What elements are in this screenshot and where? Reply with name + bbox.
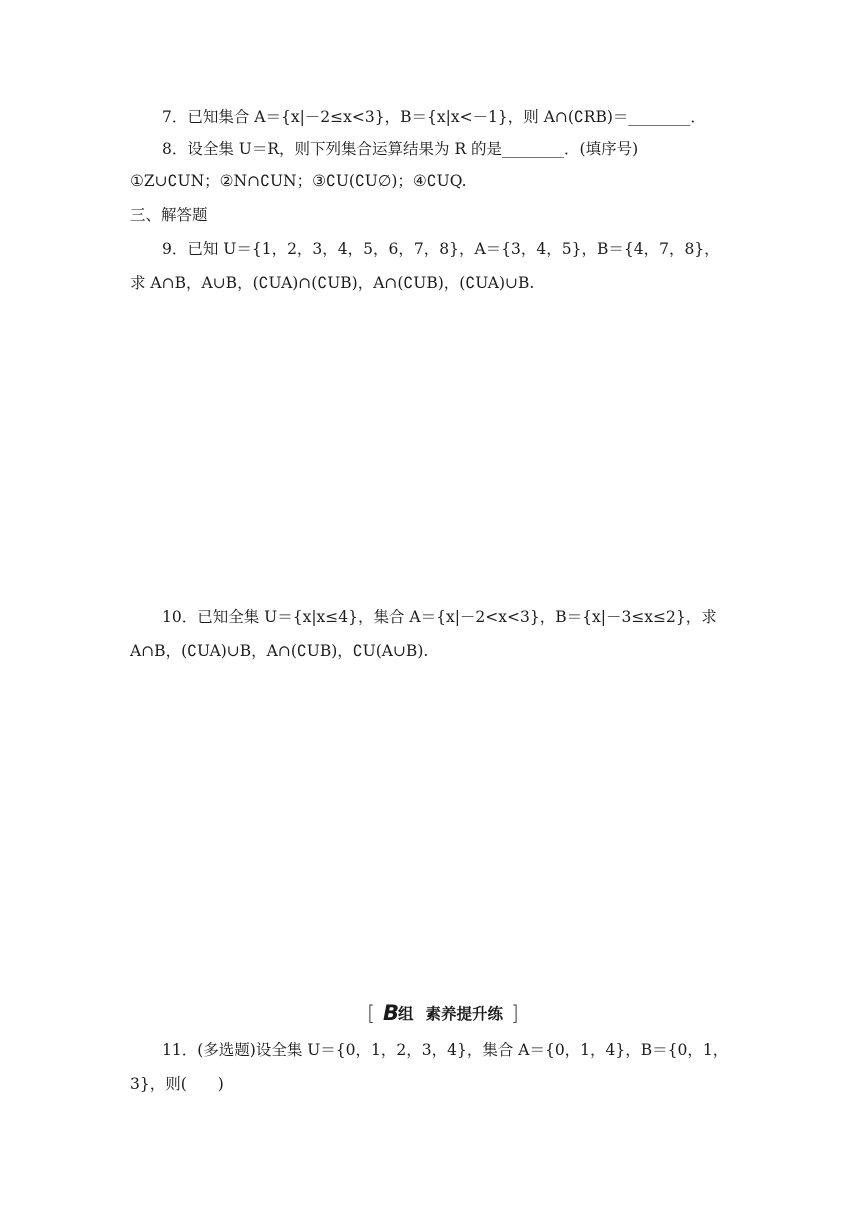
question-11-line1: 11．(多选题)设全集 U＝{0，1，2，3，4}，集合 A＝{0，1，4}，B＝{0，1，: [162, 1041, 729, 1059]
banner-text: [398, 1002, 503, 1024]
banner-close-bracket: ]: [511, 1001, 519, 1025]
banner-group: 组: [397, 1005, 414, 1023]
question-8: 8．设全集 U＝R，则下列集合运算结果为 R 的是________．(填序号): [162, 140, 639, 158]
question-11-line2: 3}，则( ): [130, 1075, 224, 1093]
question-7: 7．已知集合 A＝{x|－2≤x<3}，B＝{x|x<－1}，则 A∩(∁RB)＝________．: [162, 108, 706, 126]
banner-open-bracket: [: [367, 1001, 375, 1025]
question-10-line2: A∩B，(∁UA)∪B，A∩(∁UB)，∁U(A∪B).: [130, 642, 429, 660]
question-8-options: ①Z∪∁UN；②N∩∁UN；③∁U(∁U∅)；④∁UQ.: [130, 172, 467, 190]
question-9-line2: 求 A∩B，A∪B，(∁UA)∩(∁UB)，A∩(∁UB)，(∁UA)∪B.: [130, 274, 535, 292]
banner-title: 素养提升练: [425, 1005, 504, 1023]
question-10-line1: 10．已知全集 U＝{x|x≤4}，集合 A＝{x|－2<x<3}，B＝{x|－3≤x≤2}，求: [162, 608, 717, 626]
group-banner: [354, 1000, 532, 1026]
banner-letter: B: [382, 1001, 398, 1025]
section-heading: 三、解答题: [130, 206, 208, 224]
question-9-line1: 9．已知 U＝{1，2，3，4，5，6，7，8}，A＝{3，4，5}，B＝{4，7，8}，: [162, 240, 720, 258]
